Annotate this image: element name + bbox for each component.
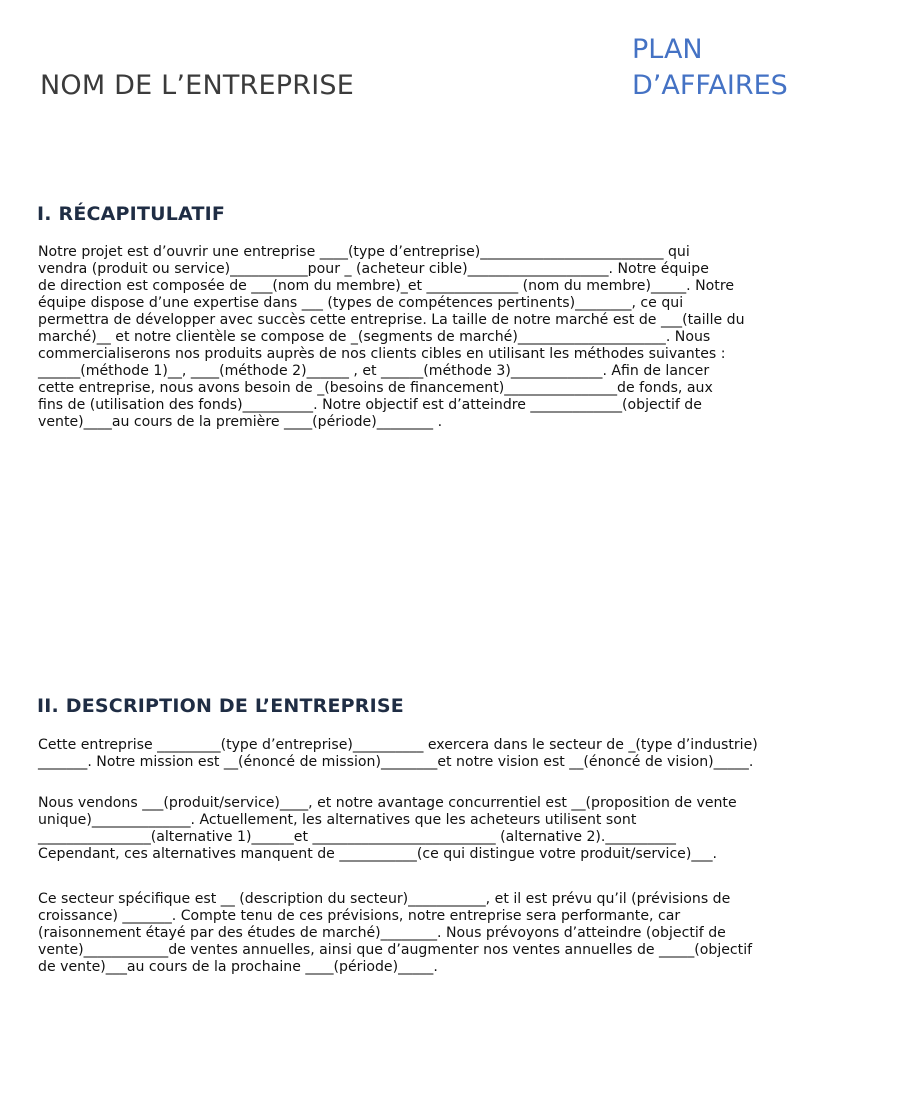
- summary-line: équipe dispose d’une expertise dans ___ (types de compétences pertinents)________, ce qui: [38, 295, 684, 311]
- description-paragraph-3: [38, 891, 870, 976]
- summary-line: marché)__ et notre clientèle se compose de _(segments de marché)_____________________. Nous: [38, 329, 711, 345]
- summary-line: cette entreprise, nous avons besoin de _(besoins de financement)________________de fonds, aux: [38, 380, 713, 396]
- plan-title: [632, 32, 788, 104]
- description-line: vente)____________de ventes annuelles, ainsi que d’augmenter nos ventes annuelles de _____(objectif: [38, 942, 753, 958]
- summary-line: vente)____au cours de la première ____(période)________ .: [38, 414, 443, 430]
- description-line: ________________(alternative 1)______et __________________________ (alternative 2).__________: [38, 829, 676, 845]
- section-heading-summary: I. RÉCAPITULATIF: [37, 203, 226, 225]
- summary-line: fins de (utilisation des fonds)__________. Notre objectif est d’atteindre _____________(objectif de: [38, 397, 702, 413]
- description-line: (raisonnement étayé par des études de marché)________. Nous prévoyons d’atteindre (objectif de: [38, 925, 726, 941]
- summary-line: ______(méthode 1)__, ____(méthode 2)______ , et ______(méthode 3)_____________. Afin de lancer: [38, 363, 710, 379]
- summary-line: permettra de développer avec succès cette entreprise. La taille de notre marché est de ___(taille du: [38, 312, 745, 328]
- description-paragraph-2: [38, 795, 870, 863]
- company-name: NOM DE L’ENTREPRISE: [40, 70, 354, 101]
- description-paragraph-1: [38, 737, 870, 771]
- description-line: _______. Notre mission est __(énoncé de mission)________et notre vision est __(énoncé de vision)_____.: [38, 754, 754, 770]
- summary-line: Notre projet est d’ouvrir une entreprise ____(type d’entreprise)__________________________ qui: [38, 244, 690, 260]
- description-line: de vente)___au cours de la prochaine ____(période)_____.: [38, 959, 438, 975]
- description-line: croissance) _______. Compte tenu de ces prévisions, notre entreprise sera performante, car: [38, 908, 681, 924]
- section-heading-company-description: II. DESCRIPTION DE L’ENTREPRISE: [37, 695, 404, 717]
- description-line: unique)______________. Actuellement, les alternatives que les acheteurs utilisent sont: [38, 812, 637, 828]
- summary-line: de direction est composée de ___(nom du membre)_et _____________ (nom du membre)_____. Notre: [38, 278, 734, 294]
- description-line: Cette entreprise _________(type d’entreprise)__________ exercera dans le secteur de _(type d’industrie): [38, 737, 758, 753]
- description-line: Ce secteur spécifique est __ (description du secteur)___________, et il est prévu qu’il (prévisions de: [38, 891, 731, 907]
- summary-line: commercialiserons nos produits auprès de nos clients cibles en utilisant les méthodes suivantes :: [38, 346, 726, 362]
- description-line: Cependant, ces alternatives manquent de ___________(ce qui distingue votre produit/service)___.: [38, 846, 717, 862]
- summary-paragraph: [38, 244, 870, 431]
- summary-line: vendra (produit ou service)___________pour _ (acheteur cible)____________________. Notre équipe: [38, 261, 709, 277]
- plan-title-line-1: PLAN: [632, 34, 703, 65]
- description-line: Nous vendons ___(produit/service)____, et notre avantage concurrentiel est __(proposition de vente: [38, 795, 737, 811]
- plan-title-line-2: D’AFFAIRES: [632, 70, 788, 101]
